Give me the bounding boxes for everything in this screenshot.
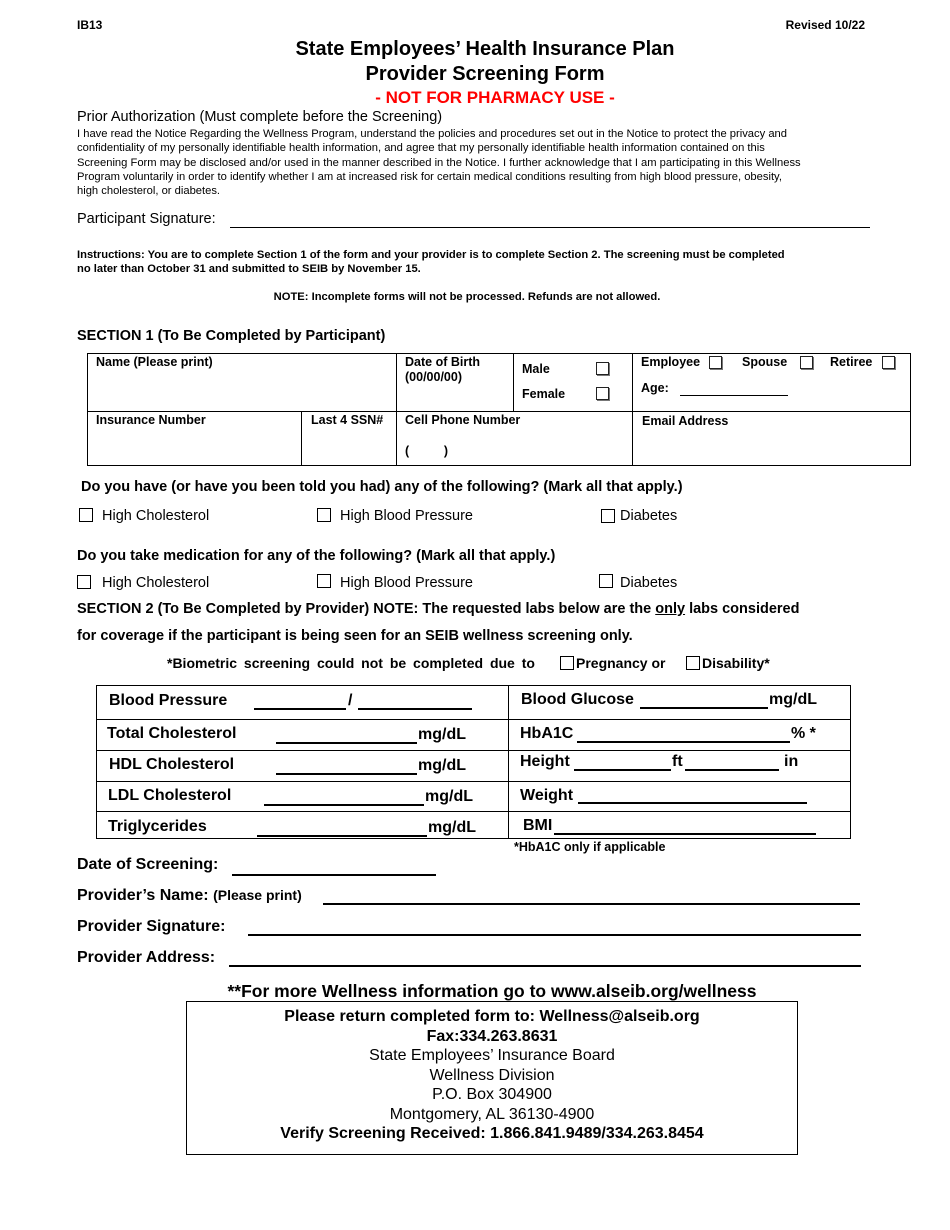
insurance-number-label[interactable]: Insurance Number — [96, 413, 206, 427]
weight-label: Weight — [520, 787, 574, 804]
ldl-unit: mg/dL — [425, 788, 473, 805]
provider-name-label: Provider’s Name: (Please print) — [77, 887, 302, 904]
table-row-divider — [87, 411, 911, 412]
table-col-divider — [513, 353, 514, 411]
return-info-box — [186, 1001, 798, 1155]
bmi-field-line[interactable] — [554, 833, 816, 835]
table-col-divider — [396, 353, 397, 411]
bp-separator: / — [348, 692, 353, 709]
city-state-zip: Montgomery, AL 36130-4900 — [389, 1105, 595, 1123]
provider-signature-field-line[interactable] — [248, 934, 861, 936]
org-name: State Employees’ Insurance Board — [369, 1047, 615, 1064]
pregnancy-checkbox[interactable] — [560, 656, 574, 670]
q2-high-blood-pressure-label: High Blood Pressure — [340, 575, 473, 591]
hba1c-note: *HbA1C only if applicable — [514, 840, 666, 854]
bmi-label: BMI — [523, 817, 553, 834]
systolic-field-line[interactable] — [254, 708, 346, 710]
diastolic-field-line[interactable] — [358, 708, 472, 710]
ssn-label[interactable]: Last 4 SSN# — [311, 413, 384, 427]
table-col-divider — [396, 411, 397, 466]
q2-diabetes-label: Diabetes — [620, 575, 678, 591]
labs-row-divider — [96, 811, 851, 812]
q2-high-cholesterol-label: High Cholesterol — [102, 575, 210, 591]
participant-signature-line[interactable] — [230, 227, 870, 228]
total-cholesterol-field-line[interactable] — [276, 742, 417, 744]
prior-auth-text: I have read the Notice Regarding the Wellness Program, understand the policies and procedures set out in the Notice to protect the privacy and confidentiality of my personally identifiable health information, and agree that my personally identifiable health information contained on this Screening Form may be disclosed and/or used in the manner described in the Notice. I further acknowledge that I am participating in this Wellness Program voluntarily in order to identify whether I am at increased risk for certain medical conditions resulting from high blood pressure, obesity, high cholesterol, or diabetes. — [77, 128, 801, 198]
po-box: P.O. Box 304900 — [432, 1086, 552, 1103]
weight-field-line[interactable] — [578, 802, 807, 804]
date-of-screening-label: Date of Screening: — [77, 856, 219, 873]
height-inches-field-line[interactable] — [685, 769, 779, 771]
q2-high-cholesterol-checkbox[interactable] — [77, 575, 91, 589]
table-col-divider — [632, 353, 633, 466]
spouse-label: Spouse — [742, 355, 788, 369]
section2-heading: SECTION 2 (To Be Completed by Provider) NOTE: The requested labs below are the only labs considered — [77, 601, 800, 617]
ldl-field-line[interactable] — [264, 804, 424, 806]
participant-signature-label: Participant Signature: — [77, 211, 216, 227]
pregnancy-label: Pregnancy or — [576, 655, 666, 671]
section1-heading: SECTION 1 (To Be Completed by Participant) — [77, 328, 386, 344]
email-label[interactable]: Email Address — [642, 414, 729, 428]
question-medication: Do you take medication for any of the following? (Mark all that apply.) — [77, 548, 556, 564]
labs-row-divider — [96, 781, 851, 782]
hdl-unit: mg/dL — [418, 757, 466, 774]
spouse-checkbox[interactable] — [800, 356, 813, 369]
labs-col-divider — [508, 685, 509, 839]
female-label: Female — [522, 387, 566, 401]
height-feet-unit: ft — [672, 753, 683, 770]
age-label: Age: — [641, 381, 669, 395]
labs-row-divider — [96, 750, 851, 751]
retiree-checkbox[interactable] — [882, 356, 895, 369]
height-inches-unit: in — [784, 753, 799, 770]
section2-heading-line2: for coverage if the participant is being seen for an SEIB wellness screening only. — [77, 628, 633, 644]
employee-label: Employee — [641, 355, 701, 369]
total-cholesterol-label: Total Cholesterol — [107, 725, 237, 742]
retiree-label: Retiree — [830, 355, 873, 369]
q2-high-blood-pressure-checkbox[interactable] — [317, 574, 331, 588]
hba1c-unit: % * — [791, 725, 816, 742]
table-col-divider — [301, 411, 302, 466]
date-of-screening-field-line[interactable] — [232, 874, 436, 876]
instructions: Instructions: You are to complete Section 1 of the form and your provider is to complete Section 2. The screening must be completed no later than October 31 and submitted to SEIB by November 15. — [77, 249, 785, 275]
dob-field-label[interactable]: Date of Birth (00/00/00) — [405, 355, 480, 384]
q1-diabetes-label: Diabetes — [620, 508, 678, 524]
provider-signature-label: Provider Signature: — [77, 918, 226, 935]
age-field-line[interactable] — [680, 395, 788, 396]
only-emphasis: only — [655, 601, 686, 617]
hdl-label: HDL Cholesterol — [109, 756, 235, 773]
participant-info-table — [87, 353, 911, 466]
cell-phone-label[interactable]: Cell Phone Number — [405, 413, 521, 427]
total-cholesterol-unit: mg/dL — [418, 726, 466, 743]
triglycerides-unit: mg/dL — [428, 819, 476, 836]
disability-checkbox[interactable] — [686, 656, 700, 670]
revision-date: Revised 10/22 — [785, 18, 865, 32]
verify-phone-line: Verify Screening Received: 1.866.841.9489/334.263.8454 — [280, 1125, 704, 1142]
blood-glucose-unit: mg/dL — [769, 691, 817, 708]
employee-checkbox[interactable] — [709, 356, 722, 369]
labs-row-divider — [96, 719, 851, 720]
provider-address-field-line[interactable] — [229, 965, 861, 967]
hba1c-label: HbA1C — [520, 725, 574, 742]
male-label: Male — [522, 362, 550, 376]
q1-high-cholesterol-checkbox[interactable] — [79, 508, 93, 522]
form-subtitle: Provider Screening Form — [365, 63, 605, 85]
triglycerides-label: Triglycerides — [108, 818, 207, 835]
form-title: State Employees’ Health Insurance Plan — [295, 38, 675, 60]
blood-pressure-label: Blood Pressure — [109, 692, 228, 709]
name-field-label[interactable]: Name (Please print) — [96, 355, 213, 369]
incomplete-note: NOTE: Incomplete forms will not be processed. Refunds are not allowed. — [273, 291, 661, 303]
q1-high-blood-pressure-checkbox[interactable] — [317, 508, 331, 522]
prior-auth-heading: Prior Authorization (Must complete before the Screening) — [77, 109, 443, 125]
question-conditions: Do you have (or have you been told you had) any of the following? (Mark all that apply.) — [81, 479, 683, 495]
biometric-note: *Biometric screening could not be completed due to — [167, 655, 535, 671]
blood-glucose-label: Blood Glucose — [521, 691, 634, 708]
q1-diabetes-checkbox[interactable] — [601, 509, 615, 523]
fax-line: Fax:334.263.8631 — [426, 1027, 558, 1045]
provider-name-field-line[interactable] — [323, 903, 860, 905]
division-name: Wellness Division — [429, 1066, 555, 1084]
disability-label: Disability* — [702, 655, 770, 671]
height-feet-field-line[interactable] — [574, 769, 671, 771]
q2-diabetes-checkbox[interactable] — [599, 574, 613, 588]
q1-high-blood-pressure-label: High Blood Pressure — [340, 508, 473, 524]
cell-phone-area-code: ( ) — [405, 444, 449, 458]
height-label: Height — [520, 753, 570, 770]
wellness-info-link: **For more Wellness information go to www.alseib.org/wellness — [227, 981, 757, 1001]
q1-high-cholesterol-label: High Cholesterol — [102, 508, 210, 524]
female-checkbox[interactable] — [596, 387, 609, 400]
blood-glucose-field-line[interactable] — [640, 707, 768, 709]
form-id: IB13 — [77, 18, 103, 32]
return-email-line: Please return completed form to: Wellness@alseib.org — [284, 1008, 700, 1025]
ldl-label: LDL Cholesterol — [108, 787, 232, 804]
hba1c-field-line[interactable] — [577, 741, 790, 743]
provider-address-label: Provider Address: — [77, 949, 216, 966]
provider-name-hint: (Please print) — [213, 887, 302, 903]
triglycerides-field-line[interactable] — [257, 835, 427, 837]
pharmacy-warning: - NOT FOR PHARMACY USE - — [375, 88, 615, 107]
male-checkbox[interactable] — [596, 362, 609, 375]
hdl-field-line[interactable] — [276, 773, 417, 775]
